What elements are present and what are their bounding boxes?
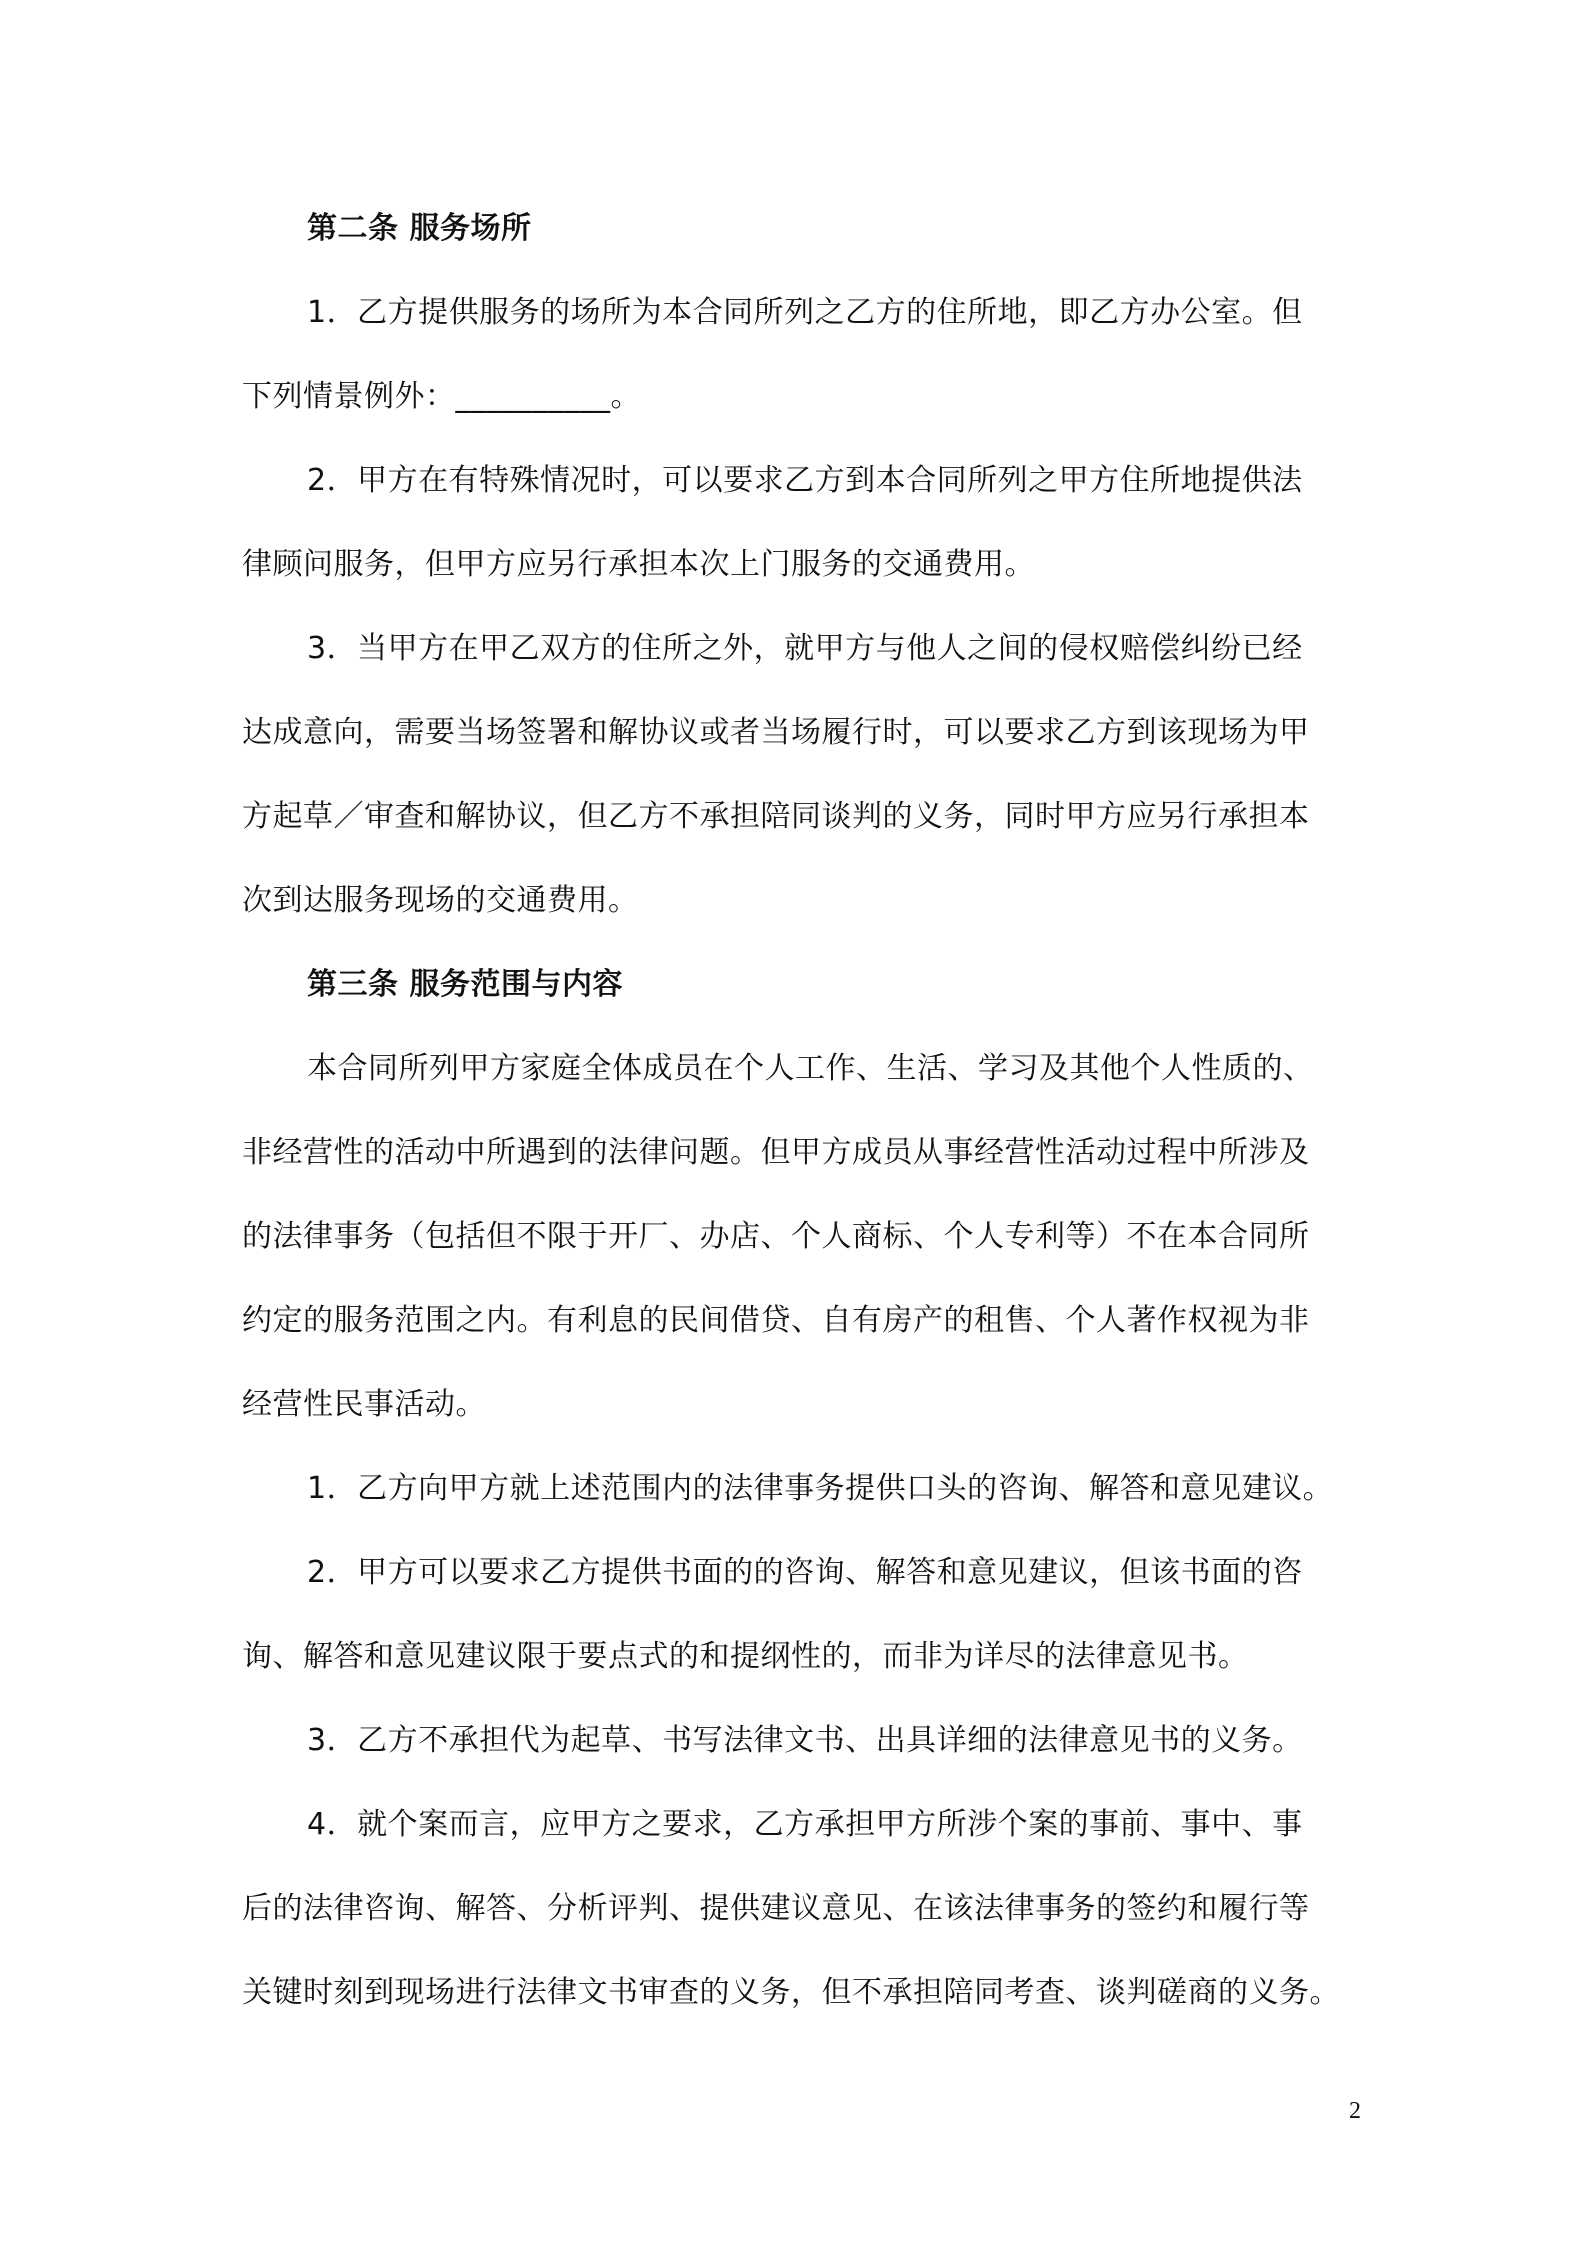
section-3-item-2-line-1: 2．甲方可以要求乙方提供书面的的咨询、解答和意见建议，但该书面的咨 (307, 1555, 1303, 1590)
section-3-heading: 第三条 服务范围与内容 (307, 967, 623, 1002)
section-3-item-1-line-1: 1．乙方向甲方就上述范围内的法律事务提供口头的咨询、解答和意见建议。 (307, 1471, 1334, 1506)
section-2-item-2-line-1: 2．甲方在有特殊情况时，可以要求乙方到本合同所列之甲方住所地提供法 (307, 463, 1303, 498)
section-2-item-1-line-1: 1．乙方提供服务的场所为本合同所列之乙方的住所地，即乙方办公室。但 (307, 295, 1303, 330)
section-2-item-2-line-2: 律顾问服务，但甲方应另行承担本次上门服务的交通费用。 (242, 547, 1035, 582)
section-2-item-3-line-3: 方起草／审查和解协议，但乙方不承担陪同谈判的义务，同时甲方应另行承担本 (242, 799, 1310, 834)
section-2-item-3-line-4: 次到达服务现场的交通费用。 (242, 883, 639, 918)
section-2-heading: 第二条 服务场所 (307, 211, 532, 246)
section-3-item-3-line-1: 3．乙方不承担代为起草、书写法律文书、出具详细的法律意见书的义务。 (307, 1723, 1303, 1758)
section-3-item-4-line-2: 后的法律咨询、解答、分析评判、提供建议意见、在该法律事务的签约和履行等 (242, 1891, 1310, 1926)
section-2-item-1-line-2: 下列情景例外：__________。 (242, 379, 641, 414)
section-3-item-4-line-1: 4．就个案而言，应甲方之要求，乙方承担甲方所涉个案的事前、事中、事 (307, 1807, 1303, 1842)
section-3-intro-line-5: 经营性民事活动。 (242, 1387, 486, 1422)
section-3-intro-line-1: 本合同所列甲方家庭全体成员在个人工作、生活、学习及其他个人性质的、 (307, 1051, 1314, 1086)
section-3-item-4-line-3: 关键时刻到现场进行法律文书审查的义务，但不承担陪同考查、谈判磋商的义务。 (242, 1975, 1340, 2010)
section-2-item-3-line-2: 达成意向，需要当场签署和解协议或者当场履行时，可以要求乙方到该现场为甲 (242, 715, 1310, 750)
section-3-intro-line-3: 的法律事务（包括但不限于开厂、办店、个人商标、个人专利等）不在本合同所 (242, 1219, 1310, 1254)
section-2-item-3-line-1: 3．当甲方在甲乙双方的住所之外，就甲方与他人之间的侵权赔偿纠纷已经 (307, 631, 1303, 666)
section-3-intro-line-4: 约定的服务范围之内。有利息的民间借贷、自有房产的租售、个人著作权视为非 (242, 1303, 1310, 1338)
section-3-intro-line-2: 非经营性的活动中所遇到的法律问题。但甲方成员从事经营性活动过程中所涉及 (242, 1135, 1310, 1170)
section-3-item-2-line-2: 询、解答和意见建议限于要点式的和提纲性的，而非为详尽的法律意见书。 (242, 1639, 1249, 1674)
page-number: 2 (1349, 2098, 1361, 2124)
